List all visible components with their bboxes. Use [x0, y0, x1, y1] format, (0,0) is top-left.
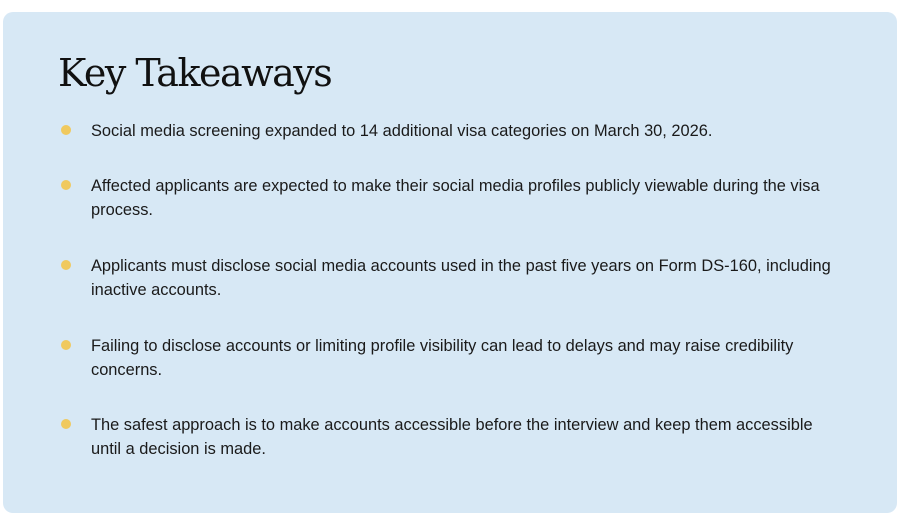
bullet-dot-icon	[61, 419, 71, 429]
list-item	[61, 174, 821, 222]
list-item-text: Failing to disclose accounts or limiting profile visibility can lead to delays and may raise credibility concerns.	[91, 337, 794, 379]
list-item-text: The safest approach is to make accounts accessible before the interview and keep them accessible until a decision is made.	[91, 416, 813, 458]
list-item-text: Affected applicants are expected to make their social media profiles publicly viewable during the visa process.	[91, 177, 820, 219]
key-takeaways-card	[3, 12, 897, 513]
bullet-dot-icon	[61, 260, 71, 270]
list-item	[61, 254, 841, 302]
list-item	[61, 413, 821, 461]
bullet-dot-icon	[61, 125, 71, 135]
list-item	[61, 334, 821, 382]
bullet-dot-icon	[61, 340, 71, 350]
list-item-text: Applicants must disclose social media accounts used in the past five years on Form DS-160, including inactive accounts.	[91, 257, 831, 299]
page-title: Key Takeaways	[58, 51, 332, 95]
list-item-text: Social media screening expanded to 14 additional visa categories on March 30, 2026.	[91, 122, 713, 140]
list-item	[61, 119, 761, 143]
bullet-dot-icon	[61, 180, 71, 190]
